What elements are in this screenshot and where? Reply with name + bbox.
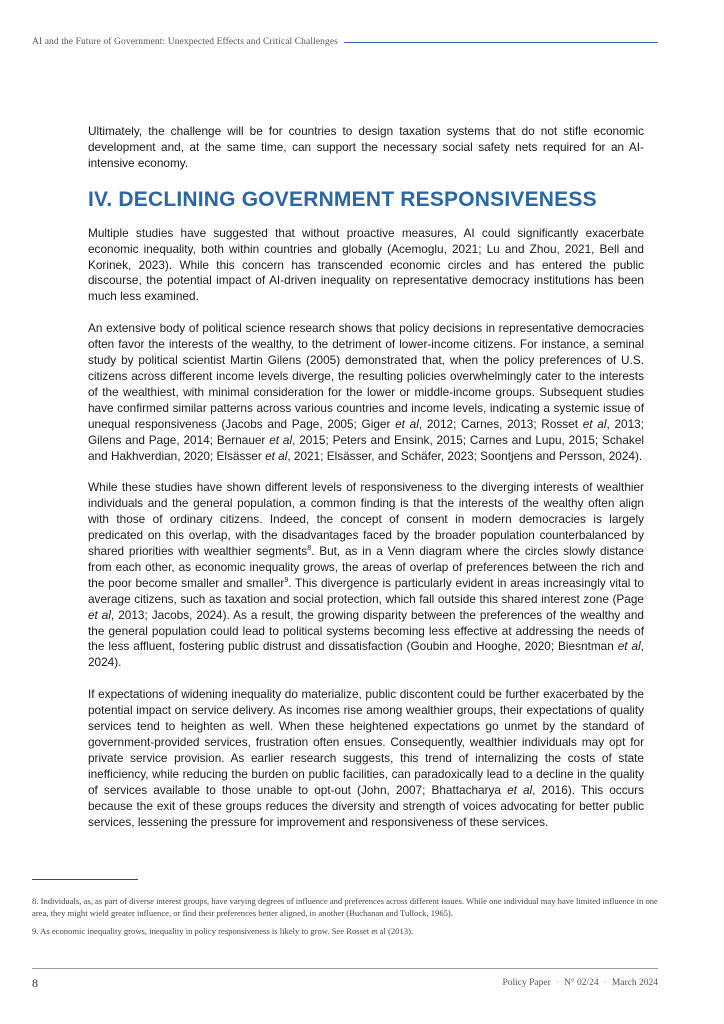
paragraph-2: [88, 321, 644, 464]
footnote-rule: [32, 879, 138, 880]
text-run: , 2013; Jacobs, 2024). As a result, the growing disparity between the preferences of the wealthy and the general population could lead to political systems becoming less effective at addressing the needs of the less affluent, fostering public distrust and dissatisfaction (Goubin and Hooghe, 2020; Biesntman: [88, 607, 644, 654]
footnote-ref-9[interactable]: 9: [284, 576, 289, 584]
paragraph-3: [88, 480, 644, 671]
text-run: . But, as in a Venn diagram where the circles slowly distance from each other, as economic inequality grows, the areas of overlap of preferences between the rich and the poor become smaller and smaller: [88, 544, 644, 590]
intro-paragraph: Ultimately, the challenge will be for countries to design taxation systems that do not stifle economic development and, at the same time, can support the necessary social safety nets required for an AI-intensive economy.: [88, 124, 644, 170]
et-al: et al: [265, 448, 288, 463]
text-run: , 2024).: [88, 639, 644, 670]
et-al: et al: [88, 607, 111, 622]
footer-series: Policy Paper: [502, 978, 551, 988]
text-run: , 2012; Carnes, 2013; Rosset: [418, 416, 583, 431]
footer-rule: [32, 968, 658, 969]
footer-separator: ·: [603, 978, 607, 988]
footnote-9: 9. As economic inequality grows, inequality in policy responsiveness is likely to grow. See Rosset et al (2013).: [32, 926, 414, 936]
et-al: et al: [617, 639, 641, 654]
footnotes: [32, 896, 658, 945]
section-heading: IV. DECLINING GOVERNMENT RESPONSIVENESS: [88, 187, 597, 211]
running-header: [32, 37, 658, 47]
text-run: , 2021; Elsässer, and Schäfer, 2023; Soontjens and Persson, 2024).: [287, 448, 643, 463]
footer-separator: ·: [555, 978, 559, 988]
text-run: , 2015; Peters and Ensink, 2015; Carnes and Lupu, 2015; Schakel and Hakhverdian, 2020; Elsässer: [88, 432, 645, 463]
text-run: If expectations of widening inequality do materialize, public discontent could be further exacerbated by the potential impact on service delivery. As incomes rise among wealthier groups, their expectations of quality services tend to heighten as well. When these heightened expectations go unmet by the standard of government-provided services, frustration often ensues. Consequently, wealthier individuals may opt for private service provision. As earlier research suggests, this trend of internalizing the costs of state inefficiency, while reducing the burden on public facilities, can paradoxically lead to a decline in the quality of services available to those unable to opt-out (John, 2007; Bhattacharya: [88, 687, 644, 797]
header-rule: [344, 42, 658, 43]
text-run: An extensive body of political science research shows that policy decisions in representative democracies often favor the interests of the wealthy, to the detriment of lower-income citizens. For instance, a seminal study by political scientist Martin Gilens (2005) demonstrated that, when the policy preferences of U.S. citizens across different income levels diverge, the resulting policies overwhelmingly cater to the interests of the wealthiest, with minimal consideration for the lower or middle-income groups. Subsequent studies have confirmed similar patterns across various countries and income levels, indicating a systemic issue of unequal responsiveness (Jacobs and Page, 2005; Giger: [88, 321, 644, 431]
text-run: , 2013; Gilens and Page, 2014; Bernauer: [88, 416, 644, 447]
text-run: While these studies have shown different levels of responsiveness to the diverging interests of wealthier individuals and the general population, a common finding is that the interests of the wealthy often align with those of ordinary citizens. Indeed, the concept of consent in modern democracies is largely predicated on this overlap, with the disadvantages faced by the broader population counterbalanced by shared priorities with wealthier segments: [88, 480, 644, 559]
running-title: AI and the Future of Government: Unexpected Effects and Critical Challenges: [32, 37, 338, 47]
paragraph-4: [88, 687, 644, 830]
text-run: . This divergence is particularly evident in areas increasingly vital to average citizens, such as taxation and social protection, which fall outside this shared interest zone (Page: [88, 575, 644, 606]
footer-number: N° 02/24: [563, 978, 599, 988]
main-content: [88, 124, 644, 846]
footer-info: [503, 978, 659, 988]
text-run: , 2016). This occurs because the exit of these groups reduces the diversity and strength of voices advocating for better public services, lessening the pressure for improvement and responsiveness of these services.: [88, 782, 644, 829]
et-al: et al: [395, 416, 419, 431]
et-al: et al: [507, 782, 533, 797]
et-al: et al: [269, 432, 293, 447]
page-number: 8: [32, 976, 38, 990]
et-al: et al: [582, 416, 607, 431]
paragraph-1: Multiple studies have suggested that without proactive measures, AI could significantly exacerbate economic inequality, both within countries and globally (Acemoglu, 2021; Lu and Zhou, 2021, Bell and Korinek, 2023). While this concern has transcended economic circles and has entered the public discourse, the potential impact of AI-driven inequality on representative democracy institutions has been much less examined.: [88, 225, 644, 304]
footnote-8: 8. Individuals, as, as part of diverse interest groups, have varying degrees of influence and preferences across different issues. While one individual may have limited influence in one area, they might wield greater influence, or find their preferences better aligned, in another (Buchanan and Tullock, 1965).: [32, 896, 658, 918]
footnote-ref-8[interactable]: 8: [307, 545, 312, 553]
footer-date: March 2024: [611, 978, 658, 988]
